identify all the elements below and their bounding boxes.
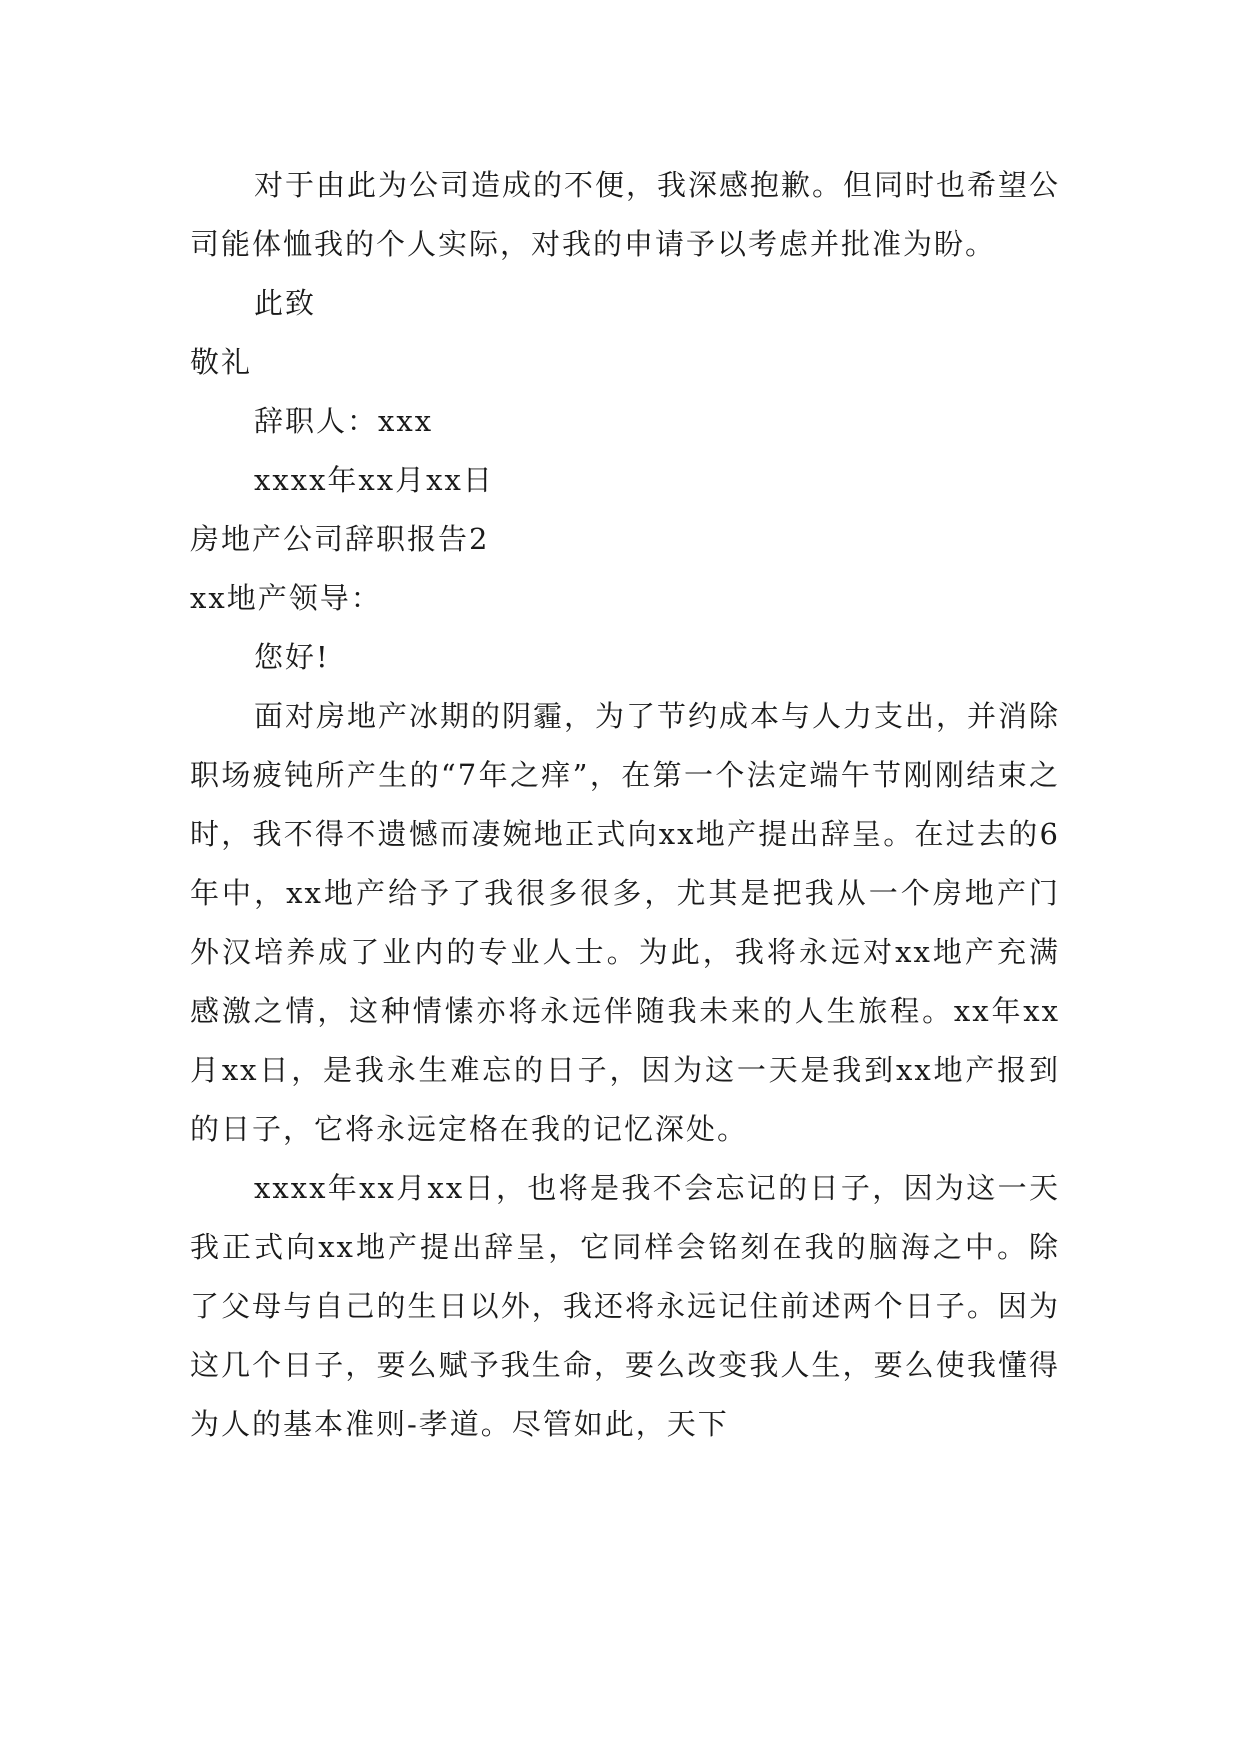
closing-regards: 敬礼 xyxy=(190,345,253,379)
letter-greeting: 您好! xyxy=(254,640,330,674)
paragraph-apology: 对于由此为公司造成的不便，我深感抱歉。但同时也希望公司能体恤我的个人实际，对我的申请予以考虑并批准为盼。 xyxy=(190,168,1061,261)
paragraph-body-1: 面对房地产冰期的阴霾，为了节约成本与人力支出，并消除职场疲钝所产生的“7年之痒”，在第一个法定端午节刚刚结束之时，我不得不遗憾而凄婉地正式向xx地产提出辞呈。在过去的6年中，xx地产给予了我很多很多，尤其是把我从一个房地产门外汉培养成了业内的专业人士。为此，我将永远对xx地产充满感激之情，这种情愫亦将永远伴随我未来的人生旅程。xx年xx月xx日，是我永生难忘的日子，因为这一天是我到xx地产报到的日子，它将永远定格在我的记忆深处。 xyxy=(190,699,1061,1146)
closing-salutation: 此致 xyxy=(254,286,317,320)
letter-addressee: xx地产领导： xyxy=(190,581,382,615)
paragraph-body-2: xxxx年xx月xx日，也将是我不会忘记的日子，因为这一天我正式向xx地产提出辞呈，它同样会铭刻在我的脑海之中。除了父母与自己的生日以外，我还将永远记住前述两个日子。因为这几个日子，要么赋予我生命，要么改变我人生，要么使我懂得为人的基本准则-孝道。尽管如此，天下 xyxy=(190,1171,1060,1441)
signature-line: 辞职人：xxx xyxy=(254,404,434,438)
section-title: 房地产公司辞职报告2 xyxy=(190,522,490,556)
date-line: xxxx年xx月xx日 xyxy=(254,463,494,497)
document-body xyxy=(190,156,1060,1454)
